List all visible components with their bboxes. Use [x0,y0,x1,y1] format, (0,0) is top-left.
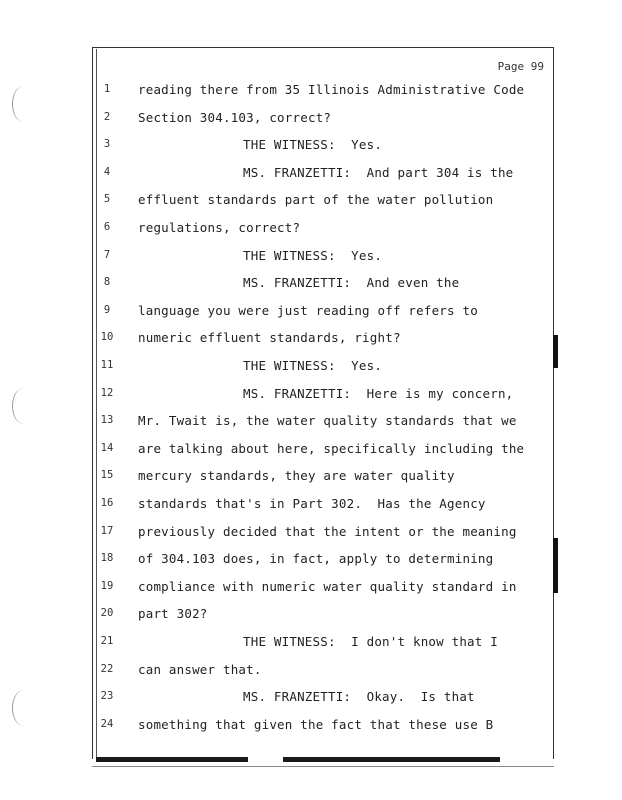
transcript-line: compliance with numeric water quality standard in [138,578,517,594]
line-number: 23 [100,690,114,703]
transcript-line: THE WITNESS: Yes. [243,358,383,373]
transcript-line: previously decided that the intent or the meaning [138,523,517,539]
transcript-line: standards that's in Part 302. Has the Agency [138,496,486,511]
transcript-line: THE WITNESS: Yes. [243,247,383,263]
line-number: 12 [100,386,114,399]
transcript-line: THE WITNESS: I don't know that I [243,634,498,649]
transcript-line: numeric effluent standards, right? [138,330,401,346]
line-number: 13 [100,414,114,427]
binder-hole-middle [12,388,35,424]
line-number: 21 [100,635,114,647]
line-number: 16 [100,497,114,509]
line-number: 3 [103,138,111,151]
transcript-line: MS. FRANZETTI: And even the [243,275,460,291]
transcript-line: can answer that. [138,661,262,677]
bottom-bar-right [283,757,500,762]
line-number-divider [96,49,97,759]
transcript-line: effluent standards part of the water pollution [138,192,494,208]
transcript-line: part 302? [138,606,208,622]
binder-hole-top [12,86,35,122]
line-number: 14 [100,441,114,454]
transcript-line: are talking about here, specifically including the [138,440,525,456]
transcript-page-frame [92,47,554,759]
line-number: 20 [100,607,114,620]
transcript-line: regulations, correct? [138,220,301,235]
line-number: 4 [103,165,111,178]
line-number: 5 [103,193,111,206]
transcript-line: Mr. Twait is, the water quality standards that we [138,413,517,429]
line-number: 15 [100,469,114,482]
line-number: 11 [100,359,114,371]
page-number: Page 99 [497,60,544,73]
transcript-line: MS. FRANZETTI: And part 304 is the [243,164,514,180]
line-number: 2 [103,110,111,123]
edge-mark-lower [553,538,558,593]
line-number: 24 [100,717,114,730]
line-number: 9 [103,303,111,316]
transcript-line: language you were just reading off refers to [138,302,478,318]
line-number: 19 [100,579,114,592]
line-number: 17 [100,524,114,537]
transcript-line: MS. FRANZETTI: Okay. Is that [243,689,475,705]
line-number: 7 [103,248,111,261]
edge-mark-upper [553,335,558,368]
bottom-rule [92,766,554,767]
line-number: 1 [103,83,111,95]
line-number: 10 [100,331,114,344]
transcript-line: THE WITNESS: Yes. [243,137,383,153]
bottom-bar-left [96,757,248,762]
transcript-line: of 304.103 does, in fact, apply to determining [138,551,494,567]
binder-hole-bottom [12,690,35,726]
transcript-line: something that given the fact that these use B [138,716,494,732]
line-number: 18 [100,552,114,565]
transcript-line: mercury standards, they are water quality [138,468,455,484]
line-number: 8 [103,276,111,289]
transcript-line: MS. FRANZETTI: Here is my concern, [243,385,514,401]
line-number: 22 [100,662,114,675]
line-number: 6 [103,221,111,233]
transcript-line: reading there from 35 Illinois Administrative Code [138,82,525,97]
transcript-line: Section 304.103, correct? [138,109,332,125]
